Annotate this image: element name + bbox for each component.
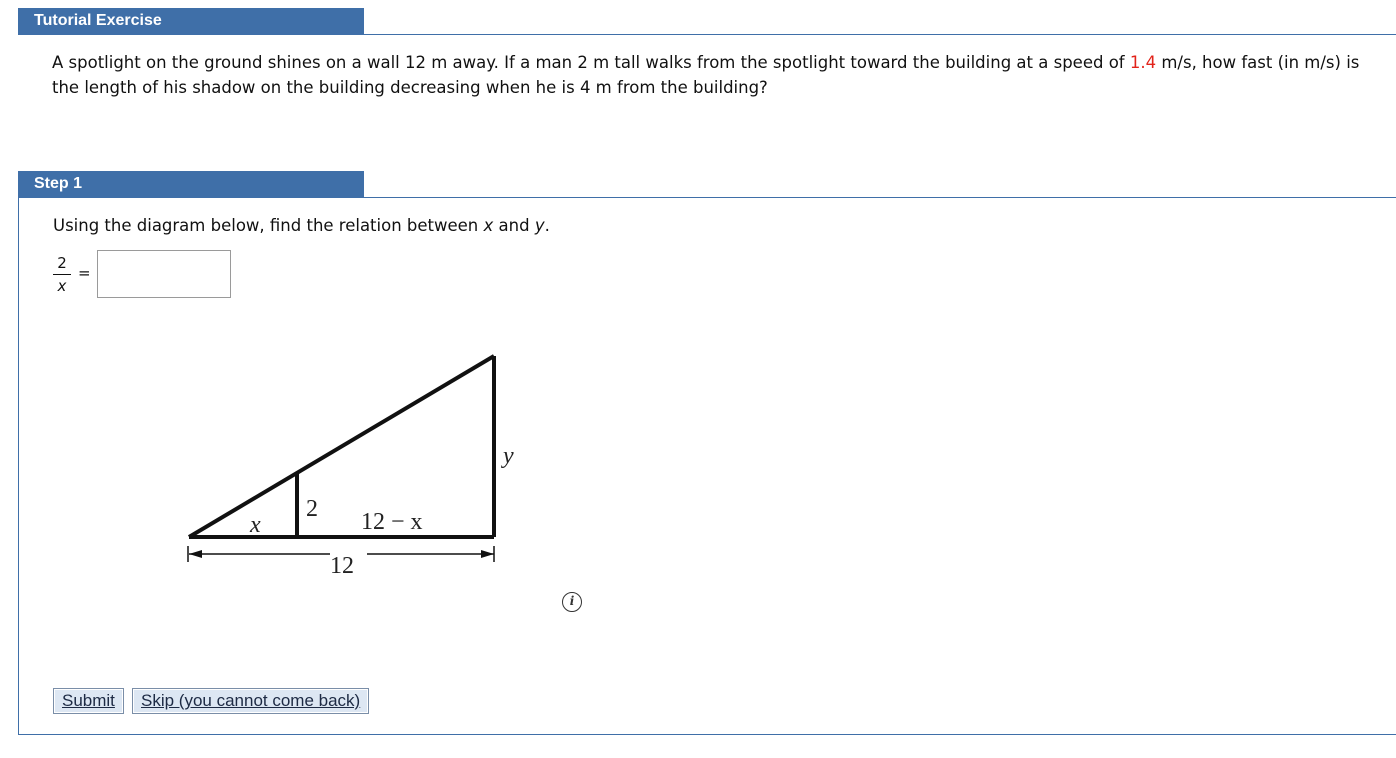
step-divider — [18, 197, 1396, 198]
fraction-numerator: 2 — [57, 254, 67, 272]
problem-statement — [52, 50, 1372, 100]
header-divider — [18, 34, 1396, 35]
problem-text-start: A spotlight on the ground shines on a wall 12 m away. If a man 2 m tall walks from the spotlight toward the building at a speed of — [52, 53, 1130, 72]
instruction-var-x: x — [483, 216, 494, 235]
tutorial-exercise-header: Tutorial Exercise — [18, 8, 364, 34]
info-icon[interactable]: i — [562, 592, 582, 612]
fraction-bar — [53, 274, 71, 275]
diagram-label-base: 12 — [330, 553, 354, 579]
speed-value: 1.4 — [1129, 53, 1157, 72]
fraction-2-over-x — [53, 254, 71, 295]
problem-text-end: m/s, how fast (in m/s) is the length of his shadow on the building decreasing when he is 4 m from the building? — [52, 53, 1360, 97]
step-instruction — [53, 214, 550, 238]
instruction-var-y: y — [534, 216, 545, 235]
light-ray-line — [189, 356, 494, 537]
answer-input[interactable] — [97, 250, 231, 298]
diagram-label-y: y — [503, 443, 514, 469]
instruction-prefix: Using the diagram below, find the relation between — [53, 216, 484, 235]
instruction-end: . — [544, 216, 550, 235]
submit-button[interactable]: Submit — [53, 688, 124, 714]
diagram-label-height: 2 — [306, 496, 318, 522]
instruction-mid: and — [493, 216, 535, 235]
step-header: Step 1 — [18, 171, 364, 197]
dimension-arrow-right — [481, 550, 494, 558]
diagram-label-remaining: 12 − x — [361, 509, 423, 535]
equals-sign: = — [78, 264, 91, 282]
skip-button[interactable]: Skip (you cannot come back) — [132, 688, 369, 714]
dimension-arrow-left — [189, 550, 202, 558]
triangle-diagram — [180, 350, 520, 590]
diagram-label-x: x — [250, 512, 261, 538]
fraction-denominator: x — [57, 277, 67, 295]
